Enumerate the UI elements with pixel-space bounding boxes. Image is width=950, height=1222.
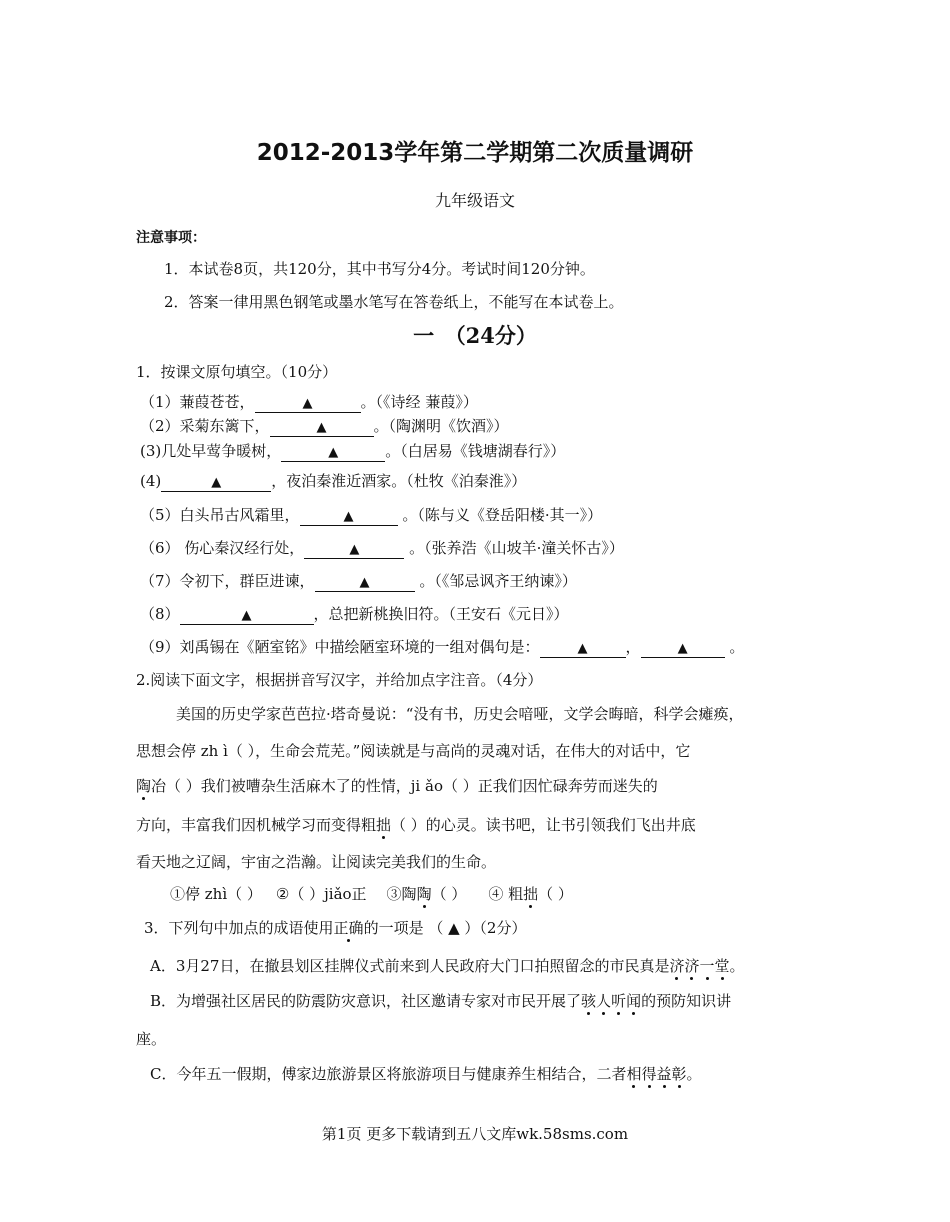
q1-item-2 xyxy=(140,416,509,437)
q2-passage-line-2: 思想会停 zh ì（ ），生命会荒芜。”阅读就是与高尚的灵魂对话，在伟大的对话中，它 xyxy=(136,742,691,760)
q1-item-9 xyxy=(140,637,744,658)
dotted-char-zhuo: 拙 xyxy=(376,816,392,834)
q2-answer-2[interactable]: ②（ ）jiǎo正 xyxy=(275,885,367,903)
q1-item-4-post: ，夜泊秦淮近酒家。（杜牧《泊秦淮》） xyxy=(271,472,527,490)
q3-option-b-post: 的预防知识讲 xyxy=(641,992,732,1010)
q1-item-8-pre: （8） xyxy=(140,605,180,623)
q3-stem-dotted: 正确 xyxy=(333,919,364,937)
q3-option-b-pre: B．为增强社区居民的防震防灾意识，社区邀请专家对市民开展了 xyxy=(150,992,582,1010)
q1-item-9-pre: （9）刘禹锡在《陋室铭》中描绘陋室环境的一组对偶句是： xyxy=(140,638,540,656)
answer-blank[interactable]: ▲ xyxy=(315,574,415,592)
q2-passage-line-4 xyxy=(136,815,696,835)
answer-blank[interactable]: ▲ xyxy=(161,474,271,492)
q2-answer-3-pre xyxy=(387,885,432,903)
q3-option-a-post: 。 xyxy=(729,957,745,975)
q1-item-1-pre: （1）蒹葭苍苍， xyxy=(140,393,255,411)
q3-stem xyxy=(144,918,526,938)
q1-item-3-post: 。（白居易《钱塘湖春行》） xyxy=(385,442,566,460)
q2-passage-line-4-pre: 方向，丰富我们因机械学习而变得粗 xyxy=(136,816,377,834)
q1-item-1-post: 。（《诗经 蒹葭》） xyxy=(360,393,478,411)
answer-blank[interactable]: ▲ xyxy=(255,395,361,413)
q2-passage-line-1: 美国的历史学家芭芭拉·塔奇曼说：“没有书，历史会喑哑，文学会晦暗，科学会瘫痪， xyxy=(176,705,744,723)
q3-option-b-dotted xyxy=(581,992,641,1010)
dotted-char: 听 xyxy=(611,992,627,1010)
q1-item-5-pre: （5）白头吊古风霜里， xyxy=(140,506,300,524)
q1-item-7-pre: （7）令初下，群臣进谏， xyxy=(140,572,315,590)
q2-passage-line-3 xyxy=(136,776,658,796)
page-title: 2012-2013学年第二学期第二次质量调研 xyxy=(256,140,694,166)
q2-answer-4-pre xyxy=(488,885,538,903)
dotted-char: 一 xyxy=(699,957,715,975)
q3-option-c-pre: C．今年五一假期，傅家边旅游景区将旅游项目与健康养生相结合，二者 xyxy=(150,1065,627,1083)
q2-passage-line-3-text: 冶（ ）我们被嘈杂生活麻木了的性情，ji ǎo（ ）正我们因忙碌奔劳而迷失的 xyxy=(151,777,658,795)
answer-blank[interactable]: ▲ xyxy=(180,607,314,625)
q3-option-c-post: 。 xyxy=(686,1065,702,1083)
q1-item-8 xyxy=(140,604,569,625)
dotted-char: 堂 xyxy=(714,957,730,975)
page-subtitle: 九年级语文 xyxy=(434,191,515,210)
q3-option-a-pre: A．3月27日，在撤县划区挂牌仪式前来到人民政府大门口拍照留念的市民真是 xyxy=(150,957,670,975)
q1-item-4-pre: (4) xyxy=(140,472,162,490)
dotted-char: 骇 xyxy=(581,992,597,1010)
notes-heading: 注意事项： xyxy=(136,230,206,246)
dotted-char: 得 xyxy=(641,1065,657,1083)
q1-item-8-post: ，总把新桃换旧符。（王安石《元日》） xyxy=(313,605,569,623)
answer-blank[interactable]: ▲ xyxy=(304,541,404,559)
q2-passage-line-5: 看天地之辽阔，宇宙之浩瀚。让阅读完美我们的生命。 xyxy=(136,853,497,871)
q2-stem: 2.阅读下面文字，根据拼音写汉字，并给加点字注音。（4分） xyxy=(136,671,543,689)
q1-stem: 1．按课文原句填空。（10分） xyxy=(136,363,338,381)
q3-stem-pre: 3．下列句中加点的成语使用 xyxy=(144,919,334,937)
answer-blank[interactable]: ▲ xyxy=(448,919,460,937)
q1-item-2-pre: （2）采菊东篱下， xyxy=(140,417,270,435)
dotted-char: 彰 xyxy=(671,1065,687,1083)
answer-blank[interactable]: ▲ xyxy=(270,419,374,437)
q1-item-6 xyxy=(140,538,624,559)
q1-item-7-post: 。（《邹忌讽齐王纳谏》） xyxy=(414,572,577,590)
q1-item-5-post: 。（陈与义《登岳阳楼·其一》） xyxy=(397,506,603,524)
q2-answer-3-label: ③陶 xyxy=(386,885,417,903)
q1-item-2-post: 。（陶渊明《饮酒》） xyxy=(373,417,509,435)
dotted-char: 济 xyxy=(669,957,685,975)
q1-item-3-pre: (3)几处早莺争暖树， xyxy=(140,442,282,460)
q2-answer-4-label: ④ 粗 xyxy=(488,885,524,903)
q2-answer-4[interactable]: （ ） xyxy=(538,885,573,903)
q1-item-4 xyxy=(140,471,526,492)
q1-item-9-post: 。 xyxy=(724,638,745,656)
q2-answer-3[interactable]: （ ） xyxy=(431,885,467,903)
notes-item-1: 1．本试卷8页，共120分，其中书写分4分。考试时间120分钟。 xyxy=(164,260,595,278)
q1-item-3 xyxy=(140,441,565,462)
notes-item-2: 2．答案一律用黑色钢笔或墨水笔写在答卷纸上，不能写在本试卷上。 xyxy=(164,293,624,311)
q2-answers xyxy=(170,884,573,904)
q3-option-b-cont: 座。 xyxy=(136,1030,167,1048)
q3-option-c-dotted xyxy=(626,1065,686,1083)
page-footer: 第1页 更多下载请到五八文库wk.58sms.com xyxy=(321,1125,629,1143)
q3-stem-mid: 的一项是 （ xyxy=(363,919,449,937)
dotted-char: 闻 xyxy=(626,992,642,1010)
dotted-char-tao: 陶 xyxy=(416,885,432,903)
dotted-char: 相 xyxy=(626,1065,642,1083)
dotted-char: 人 xyxy=(596,992,612,1010)
q2-answer-1[interactable]: ①停 zhì（ ） xyxy=(170,885,262,903)
q3-option-a[interactable] xyxy=(150,956,745,976)
q3-option-c[interactable] xyxy=(150,1064,702,1084)
dotted-char: 益 xyxy=(656,1065,672,1083)
answer-blank[interactable]: ▲ xyxy=(641,640,725,658)
dotted-char-tao: 陶 xyxy=(136,777,152,795)
q1-item-5 xyxy=(140,505,602,526)
q1-item-6-post: 。（张养浩《山坡羊·潼关怀古》） xyxy=(404,539,624,557)
dotted-char: 济 xyxy=(684,957,700,975)
q3-stem-post: ）（2分） xyxy=(459,919,527,937)
q1-item-6-pre: （6） 伤心秦汉经行处， xyxy=(140,539,305,557)
q3-option-a-dotted xyxy=(669,957,729,975)
answer-blank[interactable]: ▲ xyxy=(300,508,398,526)
answer-blank[interactable]: ▲ xyxy=(281,444,385,462)
q1-item-9-mid: ， xyxy=(625,638,641,656)
dotted-char-zhuo: 拙 xyxy=(523,885,539,903)
section-title: 一 （24分） xyxy=(413,323,537,348)
q3-option-b[interactable] xyxy=(150,991,731,1011)
answer-blank[interactable]: ▲ xyxy=(540,640,626,658)
q1-item-7 xyxy=(140,571,577,592)
q1-item-1 xyxy=(140,392,478,413)
q2-passage-line-4-post: （ ）的心灵。读书吧，让书引领我们飞出井底 xyxy=(391,816,696,834)
